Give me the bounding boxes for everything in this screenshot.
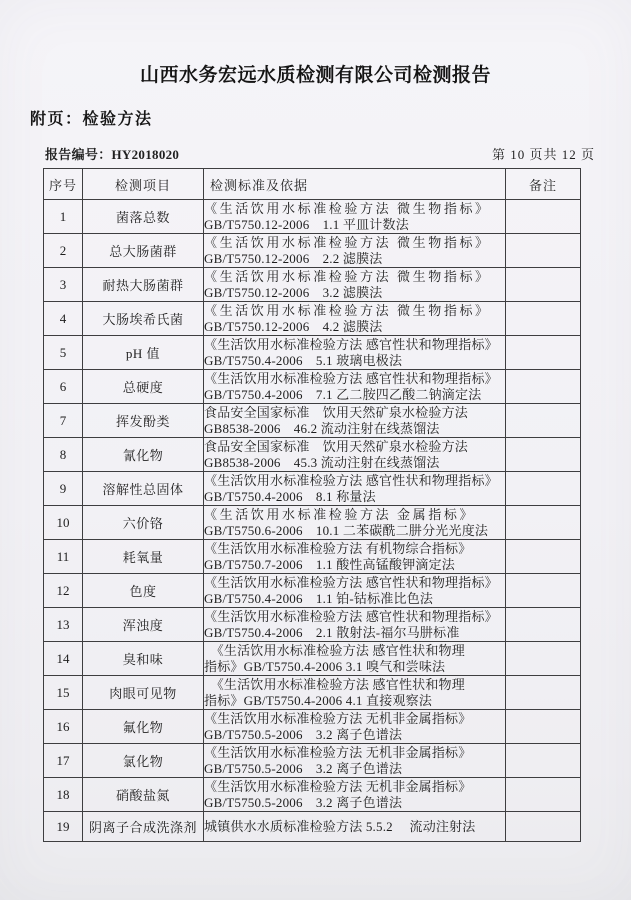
table-row: [44, 710, 581, 744]
method-line: GB/T5750.6-2006 10.1 二苯碳酰二肼分光光度法: [204, 522, 489, 538]
method-line: 《生活饮用水标准检验方法 感官性状和物理指标》: [204, 574, 498, 590]
table-row: [44, 574, 581, 608]
remark-cell: [506, 404, 581, 438]
row-number-cell: 14: [44, 642, 83, 676]
method-line: GB/T5750.4-2006 5.1 玻璃电极法: [204, 352, 403, 368]
method-line: GB/T5750.5-2006 3.2 离子色谱法: [204, 794, 403, 810]
method-cell: [204, 472, 506, 506]
remark-cell: [506, 778, 581, 812]
item-name-cell: 耗氧量: [83, 540, 204, 574]
header-cell-item: 检测项目: [83, 169, 204, 200]
table-row: [44, 608, 581, 642]
table-row: [44, 812, 581, 842]
method-line: 《生活饮用水标准检验方法 感官性状和物理指标》: [204, 472, 498, 488]
row-number-cell: 19: [44, 812, 83, 842]
method-line: GB/T5750.7-2006 1.1 酸性高锰酸钾滴定法: [204, 556, 455, 572]
remark-cell: [506, 642, 581, 676]
item-name-cell: 菌落总数: [83, 200, 204, 234]
table-row: [44, 200, 581, 234]
table-row: [44, 404, 581, 438]
row-number-cell: 6: [44, 370, 83, 404]
method-line: 《生活饮用水标准检验方法 无机非金属指标》: [204, 744, 472, 760]
table-row: [44, 268, 581, 302]
method-line: 《生活饮用水标准检验方法 有机物综合指标》: [204, 540, 472, 556]
item-name-cell: 臭和味: [83, 642, 204, 676]
method-line: 食品安全国家标准 饮用天然矿泉水检验方法: [204, 438, 469, 454]
method-line: 城镇供水水质标准检验方法 5.5.2 流动注射法: [204, 818, 476, 834]
remark-cell: [506, 506, 581, 540]
method-line: GB/T5750.12-2006 4.2 滤膜法: [204, 318, 383, 334]
method-line: GB/T5750.4-2006 1.1 铂-钴标准比色法: [204, 590, 434, 606]
method-cell: [204, 812, 506, 842]
row-number-cell: 5: [44, 336, 83, 370]
method-line: GB/T5750.12-2006 2.2 滤膜法: [204, 250, 383, 266]
row-number-cell: 3: [44, 268, 83, 302]
remark-cell: [506, 676, 581, 710]
table-row: [44, 744, 581, 778]
method-line: 《生活饮用水标准检验方法 感官性状和物理: [204, 642, 465, 658]
row-number-cell: 4: [44, 302, 83, 336]
method-line: 《生活饮用水标准检验方法 感官性状和物理指标》: [204, 608, 498, 624]
method-cell: [204, 744, 506, 778]
method-cell: [204, 438, 506, 472]
remark-cell: [506, 336, 581, 370]
report-number: [45, 144, 179, 163]
item-name-cell: pH 值: [83, 336, 204, 370]
meta-row: [45, 144, 595, 163]
item-name-cell: 溶解性总固体: [83, 472, 204, 506]
table-row: [44, 778, 581, 812]
method-line: 《生活饮用水标准检验方法 微生物指标》: [204, 200, 491, 216]
table-row: [44, 370, 581, 404]
method-cell: [204, 336, 506, 370]
method-line: 《生活饮用水标准检验方法 金属指标》: [204, 506, 476, 522]
row-number-cell: 12: [44, 574, 83, 608]
table-header-row: [44, 169, 581, 200]
item-name-cell: 挥发酚类: [83, 404, 204, 438]
table-row: [44, 472, 581, 506]
method-cell: [204, 268, 506, 302]
method-cell: [204, 608, 506, 642]
method-line: GB8538-2006 45.3 流动注射在线蒸馏法: [204, 454, 440, 470]
method-line: GB/T5750.4-2006 7.1 乙二胺四乙酸二钠滴定法: [204, 386, 482, 402]
table-row: [44, 302, 581, 336]
item-name-cell: 色度: [83, 574, 204, 608]
method-line: GB/T5750.12-2006 1.1 平皿计数法: [204, 216, 409, 232]
method-cell: [204, 302, 506, 336]
method-line: 《生活饮用水标准检验方法 无机非金属指标》: [204, 778, 472, 794]
remark-cell: [506, 234, 581, 268]
method-line: 《生活饮用水标准检验方法 微生物指标》: [204, 268, 491, 284]
row-number-cell: 16: [44, 710, 83, 744]
method-line: 《生活饮用水标准检验方法 感官性状和物理指标》: [204, 370, 498, 386]
remark-cell: [506, 540, 581, 574]
item-name-cell: 氯化物: [83, 744, 204, 778]
page-title: 山西水务宏远水质检测有限公司检测报告: [139, 65, 491, 86]
table-row: [44, 336, 581, 370]
item-name-cell: 肉眼可见物: [83, 676, 204, 710]
row-number-cell: 7: [44, 404, 83, 438]
row-number-cell: 13: [44, 608, 83, 642]
methods-table-body: [44, 200, 581, 842]
method-cell: [204, 234, 506, 268]
method-line: 《生活饮用水标准检验方法 感官性状和物理指标》: [204, 336, 498, 352]
method-line: GB/T5750.5-2006 3.2 离子色谱法: [204, 726, 403, 742]
method-line: GB/T5750.4-2006 8.1 称量法: [204, 488, 376, 504]
table-row: [44, 506, 581, 540]
report-number-value: HY2018020: [111, 147, 180, 162]
row-number-cell: 18: [44, 778, 83, 812]
row-number-cell: 17: [44, 744, 83, 778]
remark-cell: [506, 268, 581, 302]
method-cell: [204, 200, 506, 234]
report-number-label: 报告编号：: [45, 147, 112, 162]
method-line: 《生活饮用水标准检验方法 感官性状和物理: [204, 676, 465, 692]
method-line: 指标》GB/T5750.4-2006 3.1 嗅气和尝味法: [204, 658, 446, 674]
table-row: [44, 234, 581, 268]
row-number-cell: 15: [44, 676, 83, 710]
row-number-cell: 1: [44, 200, 83, 234]
remark-cell: [506, 302, 581, 336]
method-line: 《生活饮用水标准检验方法 微生物指标》: [204, 302, 491, 318]
row-number-cell: 2: [44, 234, 83, 268]
methods-table: [43, 168, 581, 842]
remark-cell: [506, 812, 581, 842]
item-name-cell: 阴离子合成洗涤剂: [83, 812, 204, 842]
item-name-cell: 氰化物: [83, 438, 204, 472]
method-line: GB/T5750.12-2006 3.2 滤膜法: [204, 284, 383, 300]
remark-cell: [506, 710, 581, 744]
method-cell: [204, 370, 506, 404]
row-number-cell: 11: [44, 540, 83, 574]
item-name-cell: 氟化物: [83, 710, 204, 744]
item-name-cell: 总硬度: [83, 370, 204, 404]
item-name-cell: 浑浊度: [83, 608, 204, 642]
row-number-cell: 8: [44, 438, 83, 472]
method-cell: [204, 506, 506, 540]
method-cell: [204, 404, 506, 438]
item-name-cell: 大肠埃希氏菌: [83, 302, 204, 336]
item-name-cell: 总大肠菌群: [83, 234, 204, 268]
table-row: [44, 676, 581, 710]
method-line: 指标》GB/T5750.4-2006 4.1 直接观察法: [204, 692, 433, 708]
remark-cell: [506, 608, 581, 642]
method-cell: [204, 574, 506, 608]
method-line: GB/T5750.4-2006 2.1 散射法-福尔马肼标准: [204, 624, 460, 640]
header-cell-remark: 备注: [506, 169, 581, 200]
remark-cell: [506, 438, 581, 472]
method-cell: [204, 710, 506, 744]
remark-cell: [506, 370, 581, 404]
method-cell: [204, 642, 506, 676]
method-line: GB8538-2006 46.2 流动注射在线蒸馏法: [204, 420, 440, 436]
method-line: 《生活饮用水标准检验方法 无机非金属指标》: [204, 710, 472, 726]
remark-cell: [506, 472, 581, 506]
method-cell: [204, 778, 506, 812]
item-name-cell: 耐热大肠菌群: [83, 268, 204, 302]
table-row: [44, 642, 581, 676]
header-cell-no: 序号: [44, 169, 83, 200]
method-line: 《生活饮用水标准检验方法 微生物指标》: [204, 234, 491, 250]
header-cell-standard: 检测标准及依据: [204, 169, 506, 200]
method-line: GB/T5750.5-2006 3.2 离子色谱法: [204, 760, 403, 776]
method-cell: [204, 676, 506, 710]
method-cell: [204, 540, 506, 574]
item-name-cell: 六价铬: [83, 506, 204, 540]
table-row: [44, 438, 581, 472]
row-number-cell: 9: [44, 472, 83, 506]
page-subtitle: 附页：检验方法: [30, 111, 153, 128]
remark-cell: [506, 744, 581, 778]
method-line: 食品安全国家标准 饮用天然矿泉水检验方法: [204, 404, 469, 420]
remark-cell: [506, 574, 581, 608]
row-number-cell: 10: [44, 506, 83, 540]
remark-cell: [506, 200, 581, 234]
page-indicator: 第 10 页共 12 页: [491, 147, 595, 162]
table-row: [44, 540, 581, 574]
item-name-cell: 硝酸盐氮: [83, 778, 204, 812]
